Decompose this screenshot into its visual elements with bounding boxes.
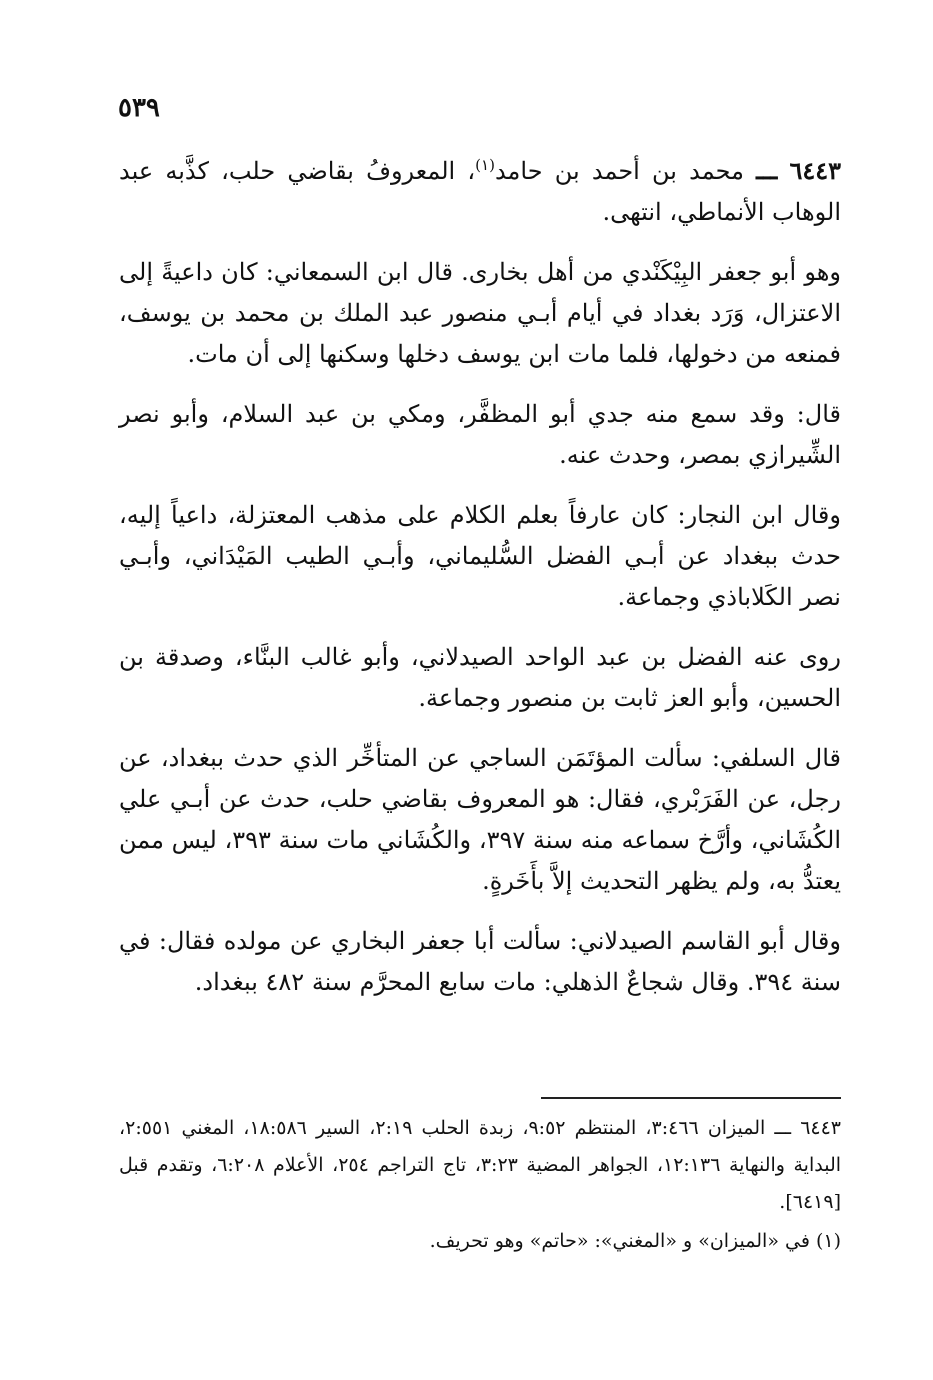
footnote-sources: ٦٤٤٣ ـــ الميزان ٣:٤٦٦، المنتظم ٩:٥٢، زبدة الحلب ٢:١٩، السير ١٨:٥٨٦، المغني ٢:٥٥١، البداية والنهاية ١٢:١٣٦، الجواهر المضية ٣:٢٣، تاج التراجم ٢٥٤، الأعلام ٦:٢٠٨، وتقدم قبل [٦٤١٩]. — [119, 1117, 842, 1213]
footnote-divider — [541, 1097, 841, 1099]
page-number: ٥٣٩ — [118, 93, 160, 123]
footnote-ref: (١) — [475, 156, 495, 174]
entry-heading-paragraph — [119, 150, 841, 233]
main-text — [119, 150, 841, 1022]
entry-heading-text: محمد بن أحمد بن حامد — [494, 157, 744, 185]
paragraph-5: قال السلفي: سألت المؤتَمَن الساجي عن المتأخِّر الذي حدث ببغداد، عن رجل، عن الفَرَبْري، فقال: هو المعروف بقاضي حلب، حدث عن أبـي علي الكُشَاني، وأرَّخ سماعه منه سنة ٣٩٧، والكُشَاني مات سنة ٣٩٣، ليس ممن يعتدُّ به، ولم يظهر التحديث إلاَّ بأَخَرةٍ. — [119, 744, 842, 895]
paragraph-4: روى عنه الفضل بن عبد الواحد الصيدلاني، وأبو غالب البنَّاء، وصدقة بن الحسين، وأبو العز ثابت بن منصور وجماعة. — [119, 643, 841, 712]
paragraph-2: قال: وقد سمع منه جدي أبو المظفَّر، ومكي بن عبد السلام، وأبو نصر الشِّيرازي بمصر، وحدث عنه. — [119, 400, 841, 469]
entry-heading-rest: ، المعروفُ بقاضي حلب، كذَّبه عبد الوهاب الأنماطي، انتهى. — [119, 157, 841, 226]
footnote-1: (١) في «الميزان» و «المغني»: «حاتم» وهو تحريف. — [429, 1230, 841, 1252]
paragraph-1: وهو أبو جعفر البِيْكَنْدي من أهل بخارى. قال ابن السمعاني: كان داعيةً إلى الاعتزال، وَرَد بغداد في أيام أبـي منصور عبد الملك بن محمد بن يوسف، فمنعه من دخولها، فلما مات ابن يوسف دخلها وسكنها إلى أن مات. — [119, 258, 841, 368]
entry-dash: ـــ — [756, 156, 778, 185]
entry-number: ٦٤٤٣ — [789, 156, 841, 185]
footnotes — [119, 1110, 841, 1260]
paragraph-6: وقال أبو القاسم الصيدلاني: سألت أبا جعفر البخاري عن مولده فقال: في سنة ٣٩٤. وقال شجاعٌ الذهلي: مات سابع المحرَّم سنة ٤٨٢ ببغداد. — [119, 927, 841, 996]
paragraph-3: وقال ابن النجار: كان عارفاً بعلم الكلام على مذهب المعتزلة، داعياً إليه، حدث ببغداد عن أبـي الفضل السُّليماني، وأبـي الطيب المَيْدَاني، وأبـي نصر الكَلاباذي وجماعة. — [119, 501, 841, 611]
